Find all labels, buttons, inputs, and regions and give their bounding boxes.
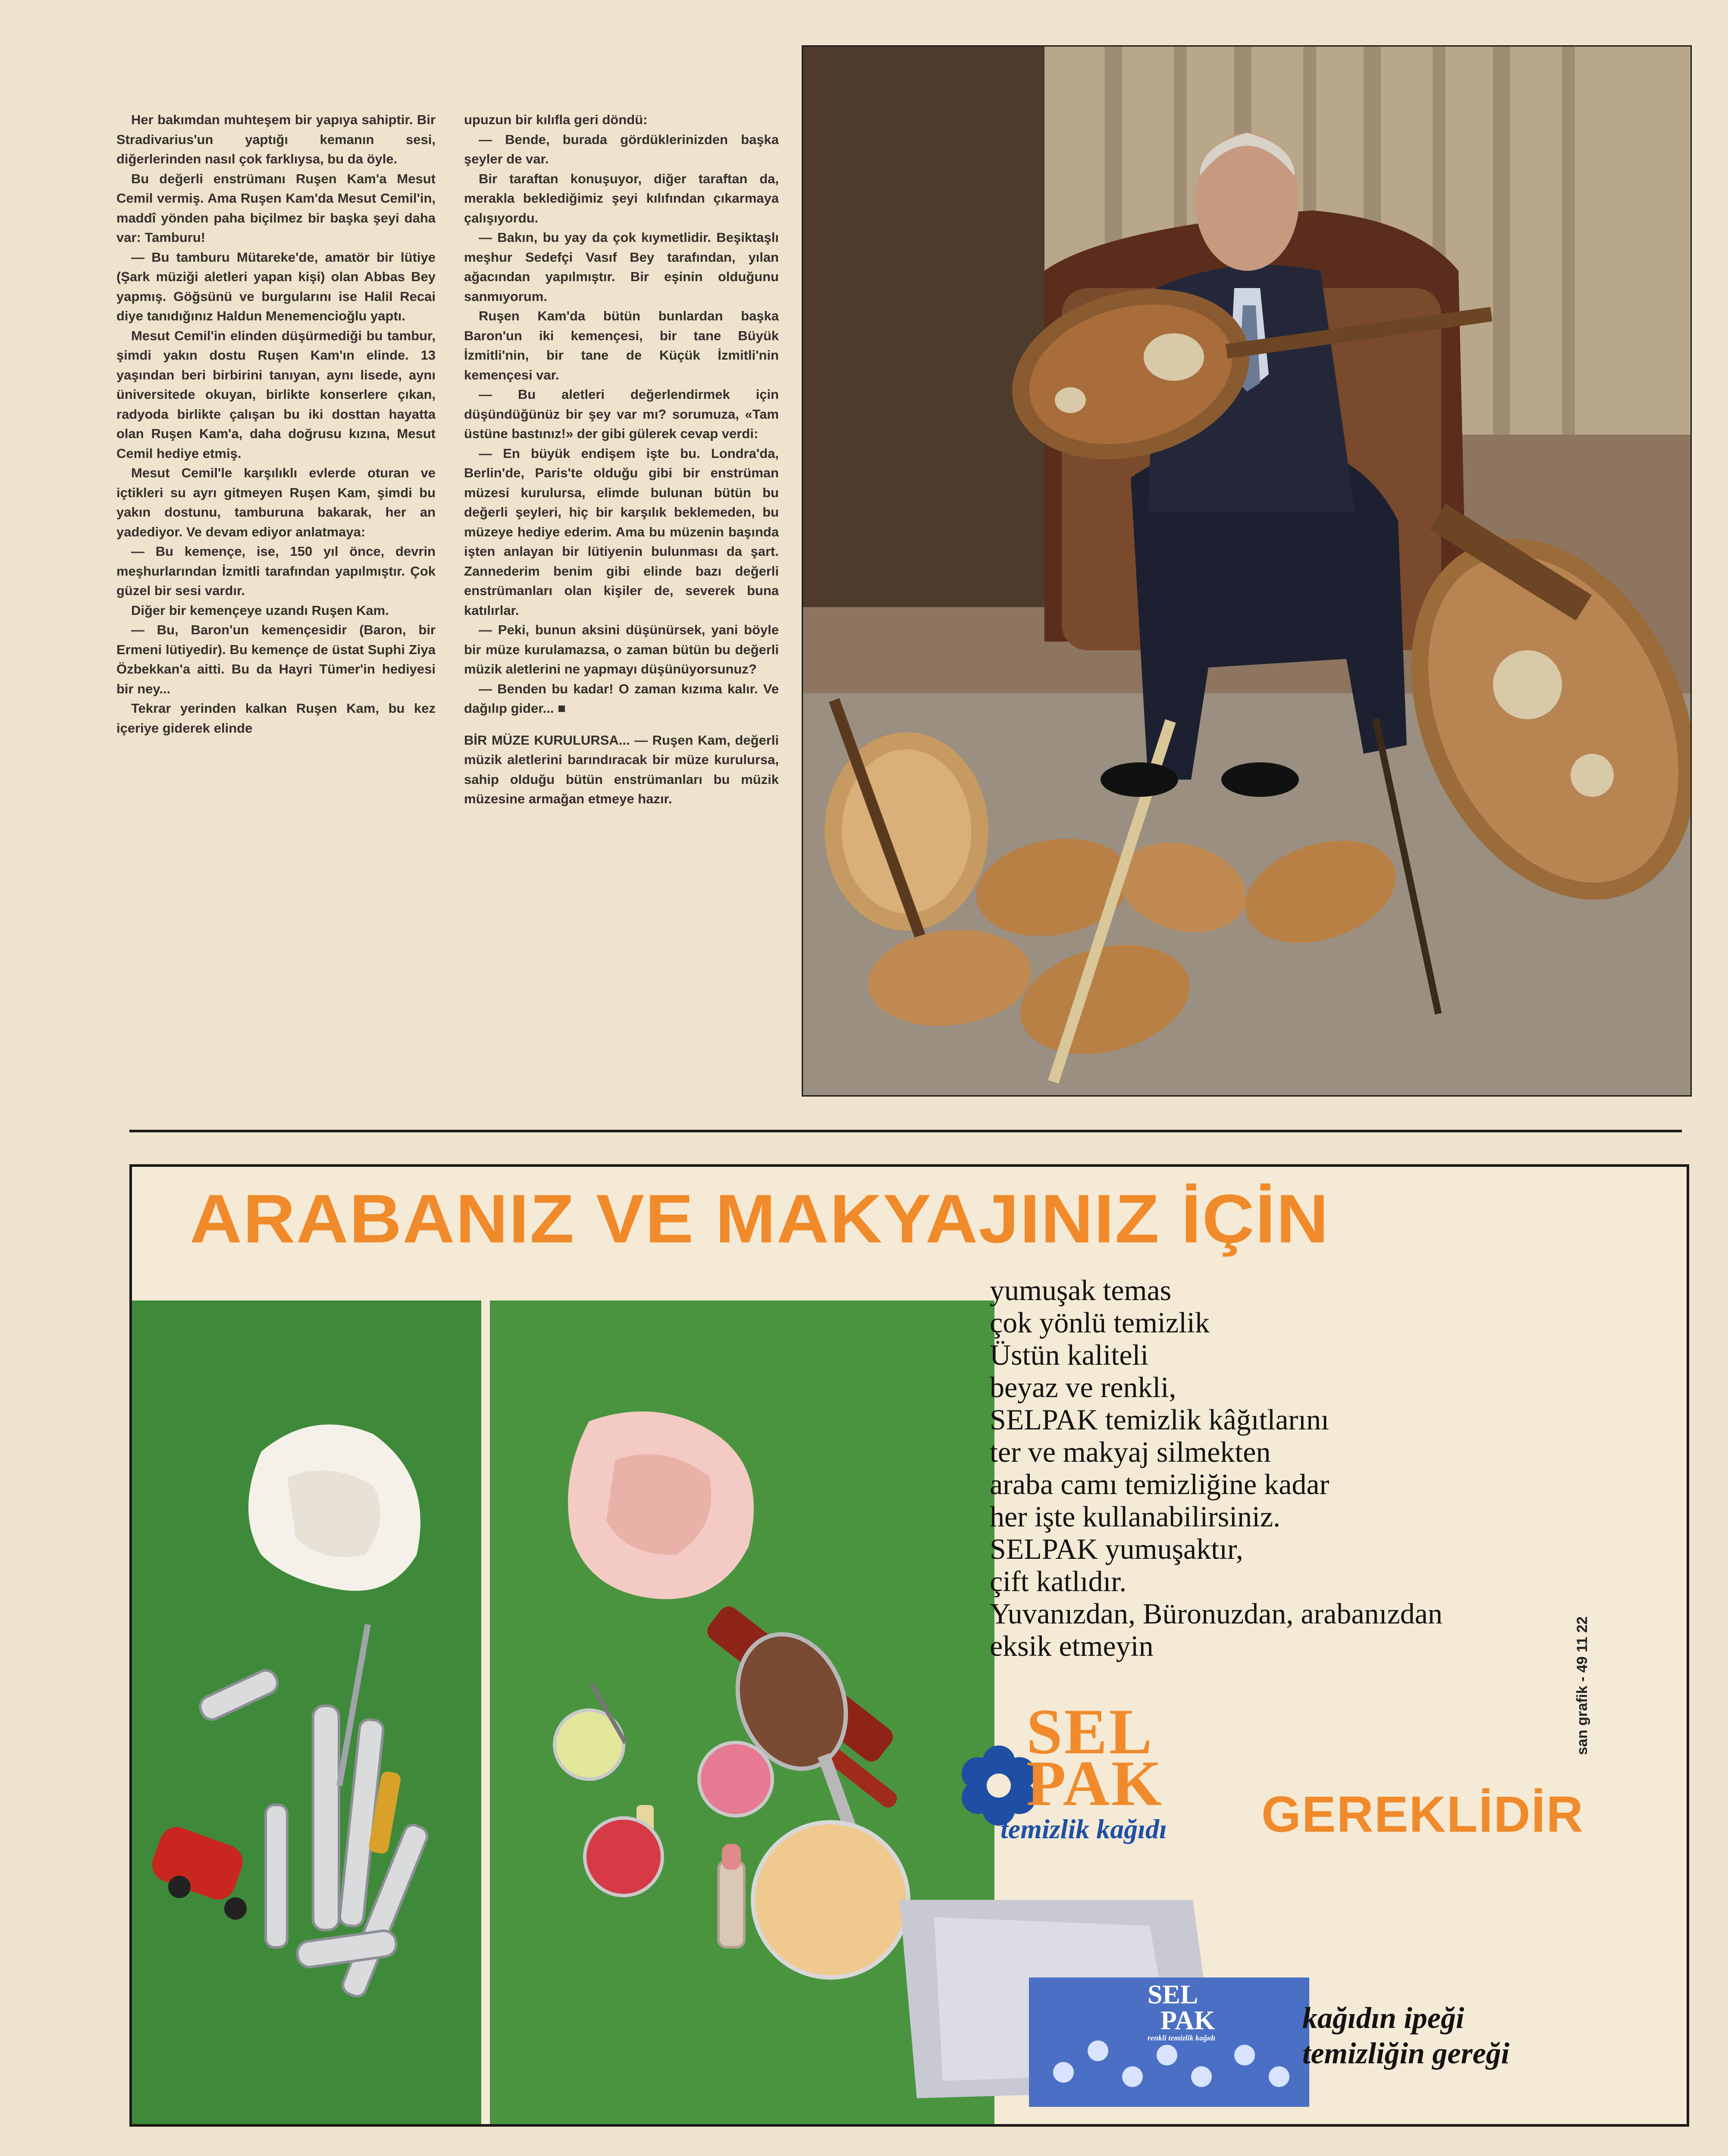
box-logo-pak: PAK <box>1160 2006 1215 2035</box>
mid-paragraph: — Peki, bunun aksini düşünürsek, yani böyle bir müze kurulamazsa, o zaman bütün bu değerli müzik aletlerini ne yapmayı düşünüyorsunuz? <box>464 622 779 677</box>
mid-paragraph: — Bende, burada gördüklerinizden başka şeyler de var. <box>464 132 779 166</box>
ad-body-line: eksik etmeyin <box>990 1630 1154 1662</box>
photo-caption <box>464 730 779 809</box>
ad-slogan <box>1302 2001 1604 2071</box>
musician-photo-illustration <box>803 47 1690 1095</box>
ad-body-line: ter ve makyaj silmekten <box>990 1435 1271 1468</box>
logo-tagline: temizlik kağıdı <box>1000 1814 1167 1844</box>
box-logo-tagline: renkli temizlik kağıdı <box>1148 2034 1216 2042</box>
ad-body-line: Yuvanızdan, Büronuzdan, arabanızdan <box>990 1597 1443 1630</box>
mid-paragraph: — Bu aletleri değerlendirmek için düşündüğünüz bir şey var mı? sorumuza, «Tam üstüne bastınız!» der gibi gülerek cevap verdi: <box>464 387 779 441</box>
article-middle-column <box>464 110 779 1093</box>
mid-paragraph: upuzun bir kılıfla geri döndü: <box>464 112 648 127</box>
left-paragraph: — Bu tamburu Mütareke'de, amatör bir lütiye (Şark müziği aletleri yapan kişi) olan Abbas Bey yapmış. Göğsünü ve burgularını ise Halil Recai diye tanıdığınız Haldun Menemencioğlu yaptı. <box>116 249 436 323</box>
left-paragraph: Tekrar yerinden kalkan Ruşen Kam, bu kez içeriye giderek elinde <box>116 701 436 736</box>
ad-body-line: her işte kullanabilirsiniz. <box>990 1500 1281 1533</box>
ad-body-line: araba camı temizliğine kadar <box>990 1468 1330 1501</box>
ad-body-line: SELPAK yumuşaktır, <box>990 1532 1243 1565</box>
ad-headline: ARABANIZ VE MAKYAJINIZ İÇİN <box>190 1180 1330 1257</box>
ad-credit-text: san grafik - 49 11 22 <box>1574 1616 1590 1755</box>
mid-paragraph-last: — Benden bu kadar! O zaman kızıma kalır. Ve dağılıp gider... <box>464 681 779 716</box>
left-paragraph: — Bu kemençe, ise, 150 yıl önce, devrin meşhurlarından İzmitli tarafından yapılmıştır. Çok güzel bir sesi vardır. <box>116 544 436 598</box>
ad-gereklidir: GEREKLİDİR <box>1261 1786 1584 1843</box>
ad-body-line: çift katlıdır. <box>990 1565 1127 1598</box>
caption-lead: BİR MÜZE KURULURSA... <box>464 732 630 748</box>
ad-body-copy <box>990 1274 1572 1662</box>
caption-text: — Ruşen Kam, değerli müzik aletlerini barındıracak bir müze kurulursa, sahip olduğu bütün enstrümanları bu müzik müzesine armağan etmeye hazır. <box>464 732 779 806</box>
ad-body-line: çok yönlü temizlik <box>990 1306 1210 1339</box>
ad-body-line: yumuşak temas <box>990 1274 1172 1307</box>
end-mark: ■ <box>558 701 566 716</box>
slogan-line: kağıdın ipeği <box>1302 2002 1465 2035</box>
slogan-line: temizliğin gereği <box>1302 2037 1510 2070</box>
article-left-column <box>116 110 436 1093</box>
ad-body-line: beyaz ve renkli, <box>990 1371 1176 1404</box>
left-paragraph: Mesut Cemil'in elinden düşürmediği bu tambur, şimdi yakın dostu Ruşen Kam'ın elinde. 13 yaşından beri birbirini tanıyan, aynı lisede, aynı üniversitede okuyan, birlikte konserlere çıkan, radyoda birlikte çalışan bu iki dosttan hayatta olan Ruşen Kam'a, daha doğrusu kızına, Mesut Cemil hediye etmiş. <box>116 328 436 461</box>
box-logo-text <box>1148 1982 1277 2043</box>
left-paragraph: Her bakımdan muhteşem bir yapıya sahiptir. Bir Stradivarius'un yaptığı kemanın sesi, diğerlerinden nasıl çok farklıysa, bu da öyle. <box>116 112 436 166</box>
selpak-logo <box>962 1695 1285 1850</box>
section-divider <box>129 1130 1682 1132</box>
logo-pak: PAK <box>1026 1748 1163 1819</box>
ad-body-line: Üstün kaliteli <box>990 1338 1149 1371</box>
mid-paragraph: — Bakın, bu yay da çok kıymetlidir. Beşiktaşlı meşhur Sedefçi Vasıf Bey tarafından, yılan ağacından yapılmıştır. Bir eşinin olduğunu sanmıyorum. <box>464 230 779 304</box>
box-logo-sel: SEL <box>1148 1980 1198 2009</box>
mid-paragraph <box>464 679 779 718</box>
mid-paragraph: Ruşen Kam'da bütün bunlardan başka Baron'un iki kemençesi, bir tane Büyük İzmitli'nin, bir tane de Küçük İzmitli'nin kemençesi var. <box>464 308 779 382</box>
mid-paragraph: — En büyük endişem işte bu. Londra'da, Berlin'de, Paris'te olduğu gibi bir enstrüman müzesi kurulursa, elimde bulunan bütün bu değerli şeyleri, hiç bir karşılık beklemeden, bu müzeye hediye ederim. Ama bu müzenin başında işten anlayan bir lütiyenin bulunması da şart. Zannederim benim gibi elinde bazı değerli enstrümanları olan kişiler de, severek buna katılırlar. <box>464 445 779 618</box>
left-paragraph: Diğer bir kemençeye uzandı Ruşen Kam. <box>131 602 389 618</box>
musician-photo <box>802 45 1692 1097</box>
mid-paragraph: Bir taraftan konuşuyor, diğer taraftan da, merakla beklediğimiz şeyi kılıfından çıkarmaya çalışıyordu. <box>464 171 779 226</box>
left-paragraph: Bu değerli enstrümanı Ruşen Kam'a Mesut Cemil vermiş. Ama Ruşen Kam'da Mesut Cemil'in, maddî yönden paha biçilmez bir başka şeyi daha var: Tamburu! <box>116 171 436 245</box>
left-paragraph: — Bu, Baron'un kemençesidir (Baron, bir Ermeni lütiyedir). Bu kemençe de üstat Suphi Ziya Özbekkan'a aitti. Bu da Hayri Tümer'in hediyesi bir ney... <box>116 622 436 696</box>
left-paragraph: Mesut Cemil'le karşılıklı evlerde oturan ve içtikleri su ayrı gitmeyen Ruşen Kam, şimdi bu yakın dostunu, tamburuna bakarak, her an yadediyor. Ve devam ediyor anlatmaya: <box>116 465 436 539</box>
logo-sel: SEL <box>1026 1696 1154 1767</box>
ad-agency-credit <box>1570 1613 1596 1759</box>
ad-body-line: SELPAK temizlik kâğıtlarını <box>990 1403 1329 1436</box>
